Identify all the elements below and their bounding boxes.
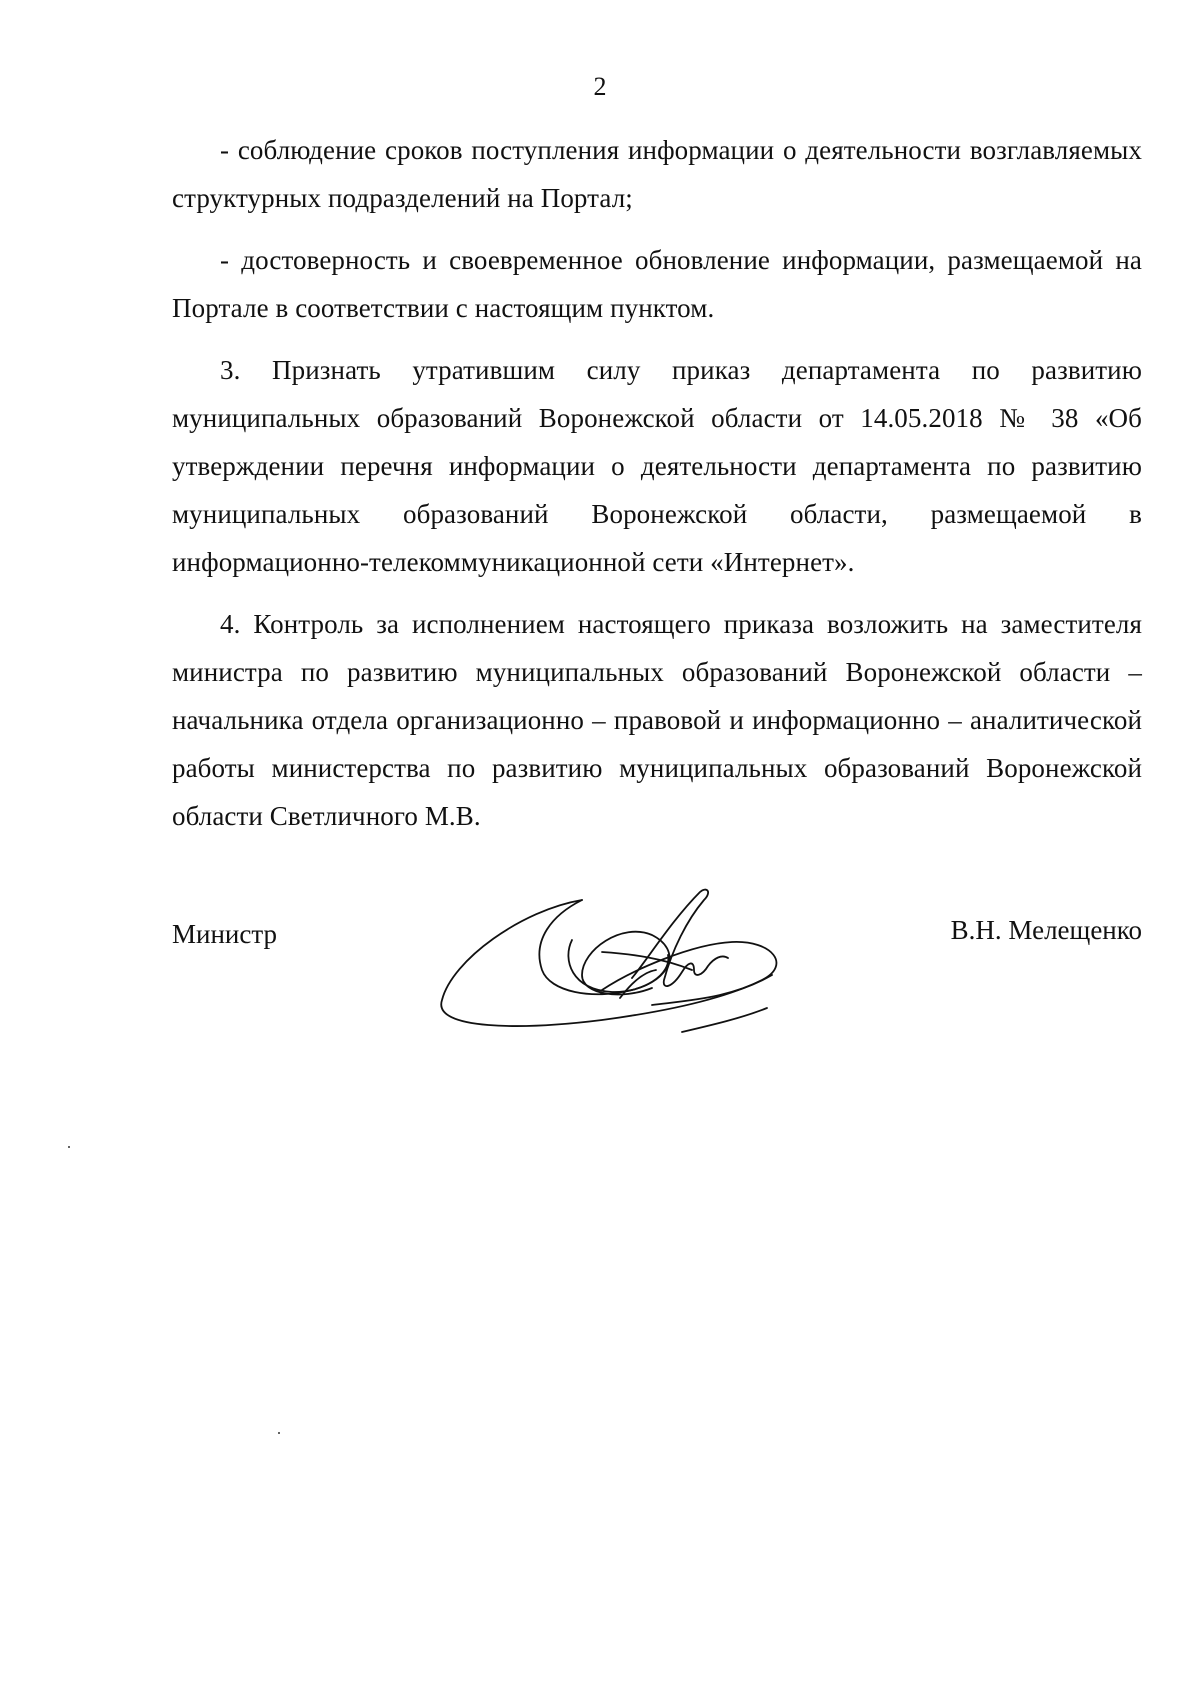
signatory-name: В.Н. Мелещенко [950, 915, 1142, 945]
scan-speck [278, 1432, 280, 1434]
paragraph-deadlines: - соблюдение сроков поступления информации о деятельности возглавляемых структурных подразделений на Портал; [172, 135, 1142, 213]
signatory-title: Министр [172, 919, 277, 949]
signature-block [172, 880, 1142, 1040]
document-body [172, 126, 1142, 854]
scan-speck [68, 1146, 70, 1148]
page-number: 2 [593, 72, 607, 101]
paragraph-reliability: - достоверность и своевременное обновление информации, размещаемой на Портале в соответствии с настоящим пунктом. [172, 245, 1142, 323]
paragraph-item-4: 4. Контроль за исполнением настоящего приказа возложить на заместителя министра по развитию муниципальных образований Воронежской области – начальника отдела организационно – правовой и информационно – аналитической работы министерства по развитию муниципальных образований Воронежской области Светличного М.В. [172, 609, 1142, 831]
handwritten-signature-icon [432, 880, 812, 1040]
paragraph-item-3: 3. Признать утратившим силу приказ департамента по развитию муниципальных образований Воронежской области от 14.05.2018 № 38 «Об утверждении перечня информации о деятельности департамента по развитию муниципальных образований Воронежской области, размещаемой в информационно-телекоммуникационной сети «Интернет». [172, 355, 1142, 577]
